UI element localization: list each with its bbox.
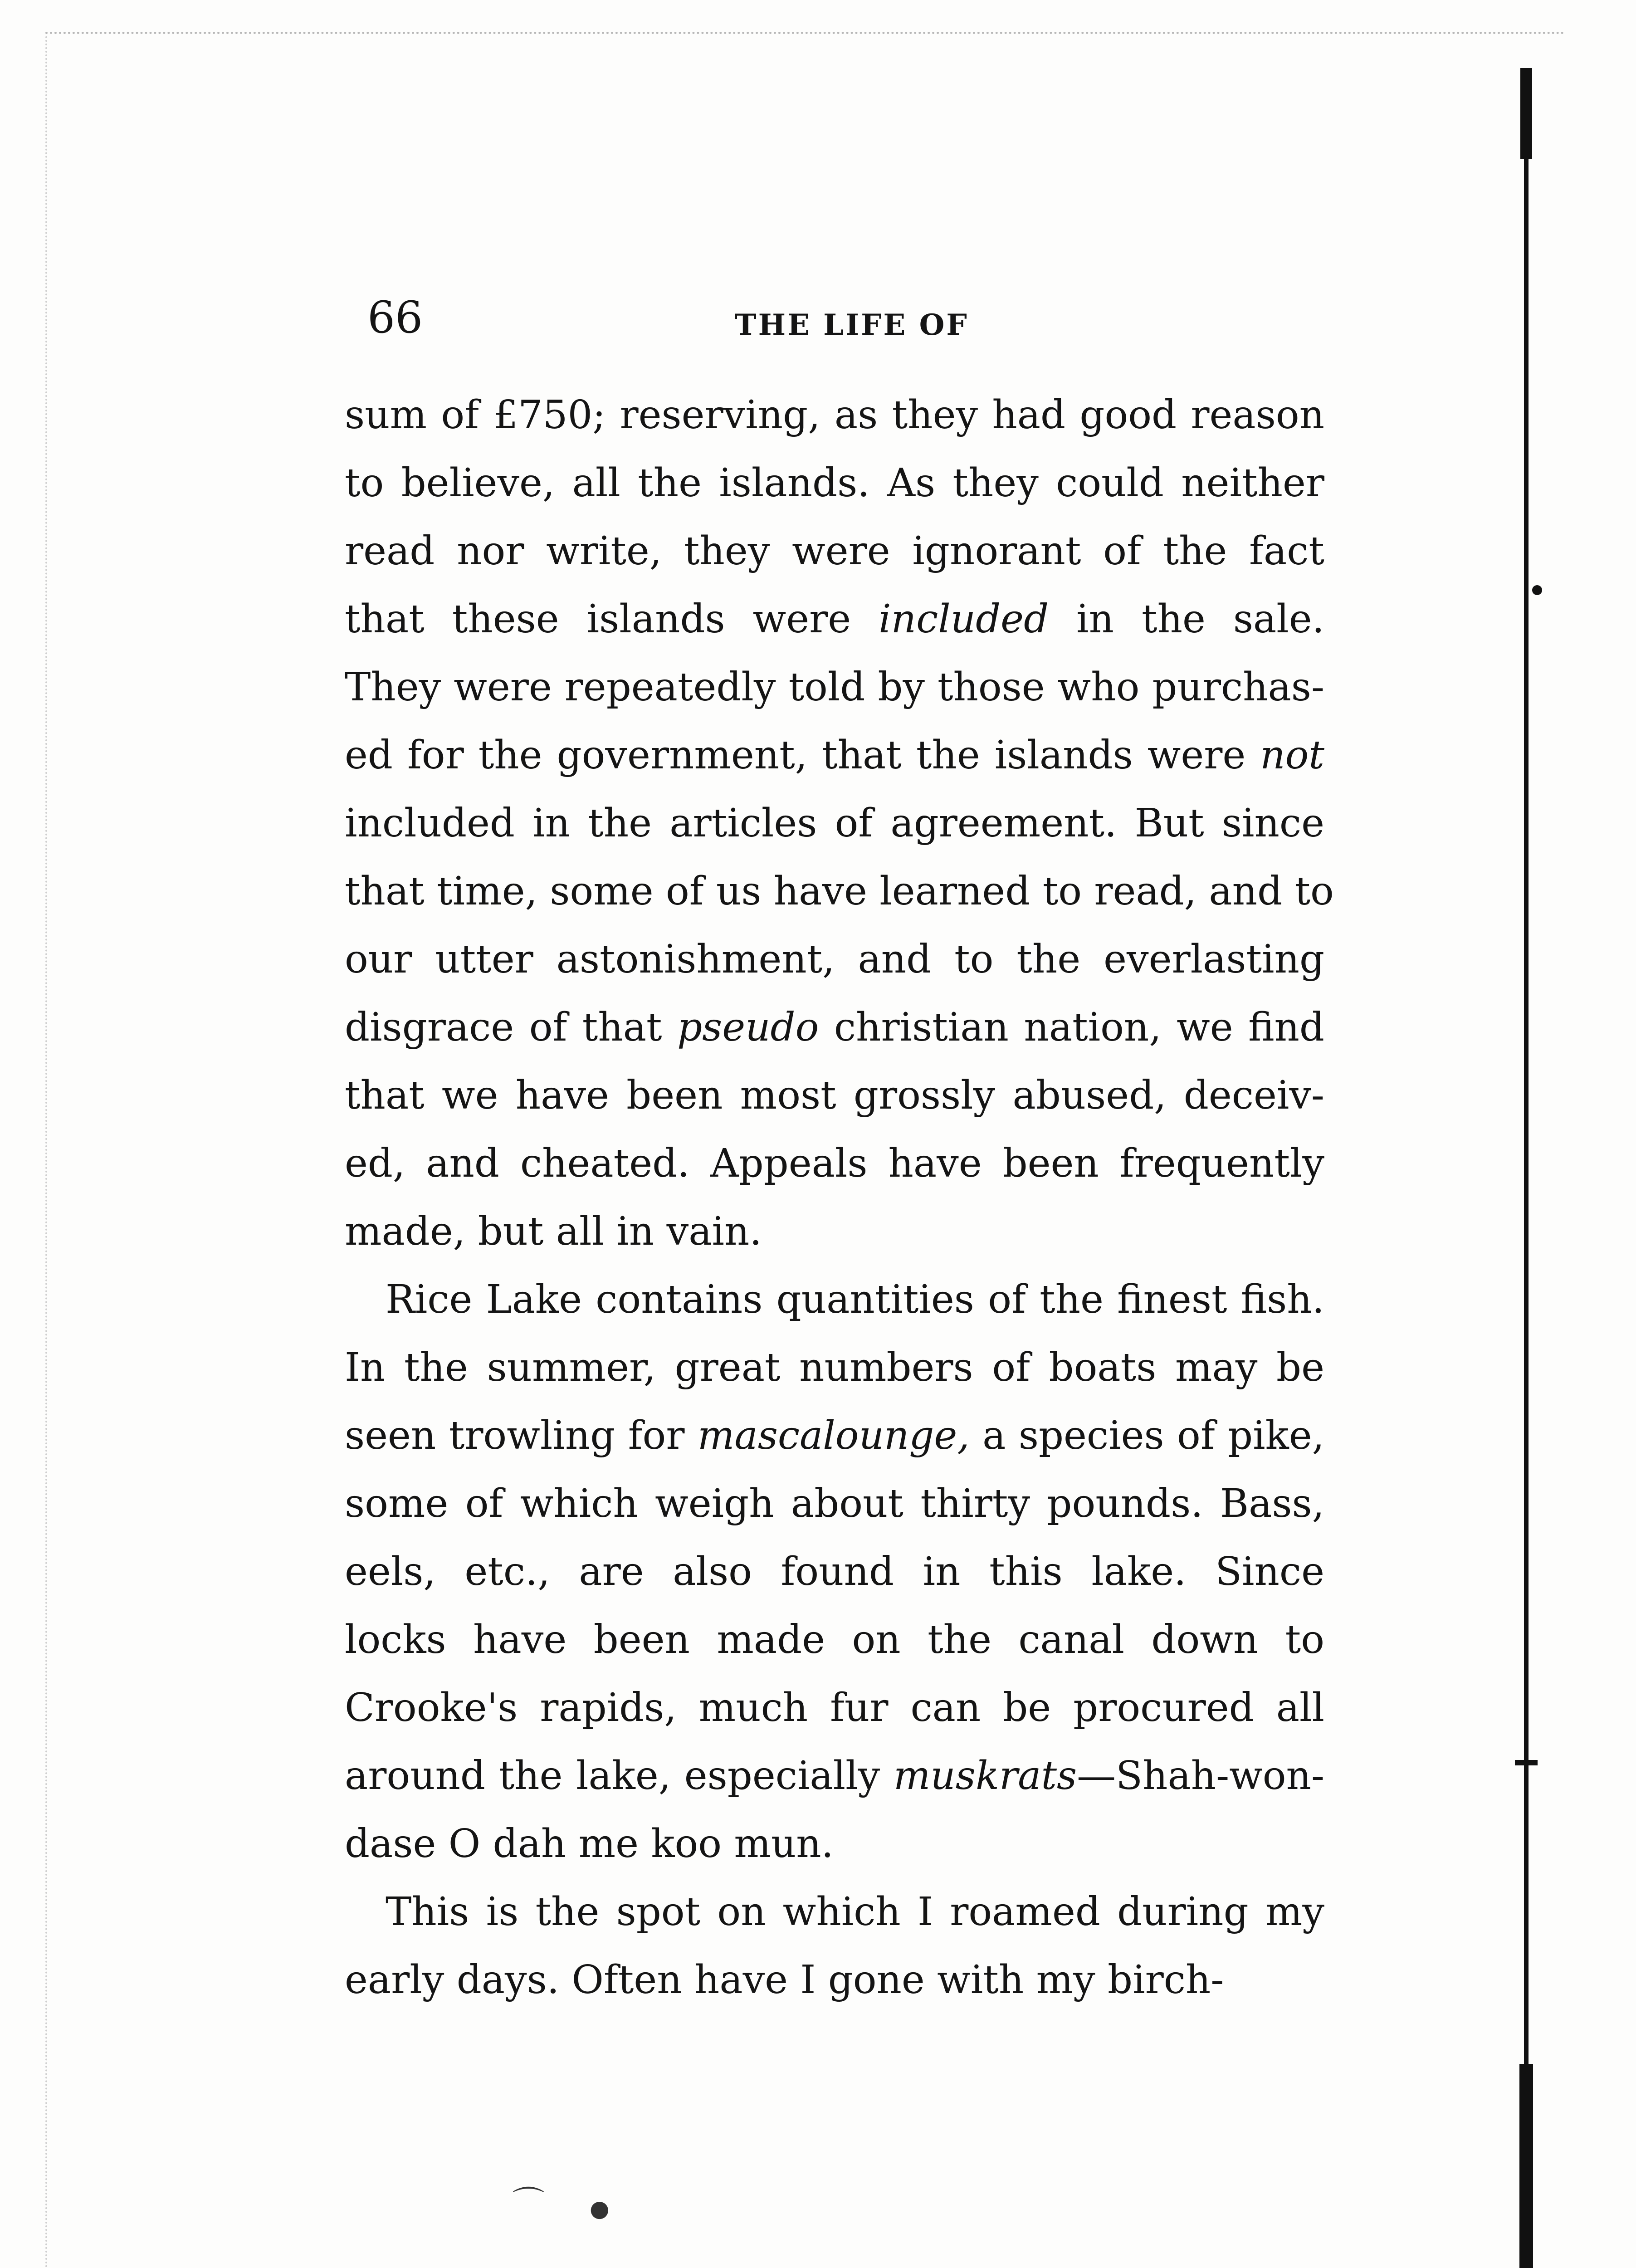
text-segment: This is the spot on which I roamed during my: [386, 1889, 1324, 1935]
page-number: 66: [367, 292, 423, 343]
binding-mark-top: [1520, 68, 1532, 159]
text-segment: read nor write, they were ignorant of the fact: [345, 528, 1324, 574]
text-line: [345, 1674, 1324, 1742]
text-segment: our utter astonishment, and to the everlasting: [345, 937, 1324, 982]
text-line: [345, 1538, 1324, 1606]
text-line: [345, 1742, 1324, 1810]
text-segment: some of which weigh about thirty pounds. Bass,: [345, 1481, 1324, 1526]
text-segment: ed for the government, that the islands were: [345, 733, 1260, 778]
text-line: [345, 925, 1324, 993]
text-segment: that these islands were: [345, 596, 879, 642]
text-segment: included: [879, 596, 1049, 642]
text-segment: made, but all in vain.: [345, 1209, 762, 1254]
text-segment: seen trowling for: [345, 1413, 698, 1458]
text-segment: christian nation, we find: [819, 1005, 1324, 1050]
page-edge-top: [45, 32, 1565, 34]
text-segment: muskrats: [893, 1753, 1077, 1799]
text-segment: early days. Often have I gone with my birch-: [345, 1957, 1224, 2003]
text-line: [345, 381, 1324, 449]
text-line: [345, 1470, 1324, 1538]
text-segment: not: [1260, 733, 1324, 778]
text-segment: mascalounge,: [697, 1413, 970, 1458]
paragraph: [345, 1878, 1324, 2014]
text-line: [345, 1810, 1324, 1878]
text-segment: that we have been most grossly abused, deceiv-: [345, 1073, 1324, 1118]
paragraph: [345, 1266, 1324, 1878]
text-line: [345, 653, 1324, 721]
text-line: [345, 993, 1324, 1061]
paragraph: [345, 381, 1334, 1266]
binding-dot: [1532, 585, 1542, 595]
text-line: [345, 449, 1324, 517]
text-line: [345, 1129, 1324, 1198]
body-text: [345, 381, 1334, 2014]
text-segment: ed, and cheated. Appeals have been frequently: [345, 1141, 1324, 1186]
text-segment: —Shah-won-: [1077, 1753, 1324, 1799]
text-segment: that time, some of us have learned to read, and to: [345, 869, 1334, 914]
text-line: [345, 1061, 1324, 1129]
text-segment: included in the articles of agreement. But since: [345, 801, 1324, 846]
text-segment: eels, etc., are also found in this lake. Since: [345, 1549, 1324, 1594]
text-segment: disgrace of that: [345, 1005, 678, 1050]
text-line: [345, 517, 1324, 585]
text-line: [345, 1266, 1324, 1334]
running-head: THE LIFE OF: [735, 308, 969, 342]
text-line: [345, 1946, 1324, 2014]
stray-mark: ●: [590, 2195, 610, 2222]
text-segment: to believe, all the islands. As they could neither: [345, 460, 1324, 506]
text-line: [345, 721, 1324, 789]
text-segment: sum of £750; reserving, as they had good reason: [345, 392, 1324, 438]
text-segment: in the sale.: [1049, 596, 1325, 642]
text-line: [345, 1606, 1324, 1674]
binding-rule: [1524, 68, 1529, 2268]
text-segment: locks have been made on the canal down to: [345, 1617, 1324, 1662]
page-edge-left: [45, 36, 47, 2268]
text-segment: Rice Lake contains quantities of the finest fish.: [386, 1277, 1324, 1322]
text-line: [345, 857, 1334, 925]
text-line: [345, 789, 1324, 857]
text-line: [345, 1334, 1324, 1402]
binding-tick: [1515, 1760, 1538, 1765]
binding-mark-bottom: [1519, 2064, 1533, 2268]
text-segment: Crooke's rapids, much fur can be procured all: [345, 1685, 1324, 1730]
stray-mark: ⌒: [513, 2184, 544, 2221]
text-segment: pseudo: [677, 1005, 819, 1050]
text-segment: They were repeatedly told by those who purchas-: [345, 665, 1324, 710]
text-line: [345, 585, 1324, 653]
text-segment: a species of pike,: [969, 1413, 1325, 1458]
text-line: [345, 1198, 1324, 1266]
text-segment: In the summer, great numbers of boats may be: [345, 1345, 1324, 1390]
text-segment: dase O dah me koo mun.: [345, 1821, 834, 1867]
text-line: [345, 1402, 1324, 1470]
text-line: [345, 1878, 1324, 1946]
text-segment: around the lake, especially: [345, 1753, 894, 1799]
